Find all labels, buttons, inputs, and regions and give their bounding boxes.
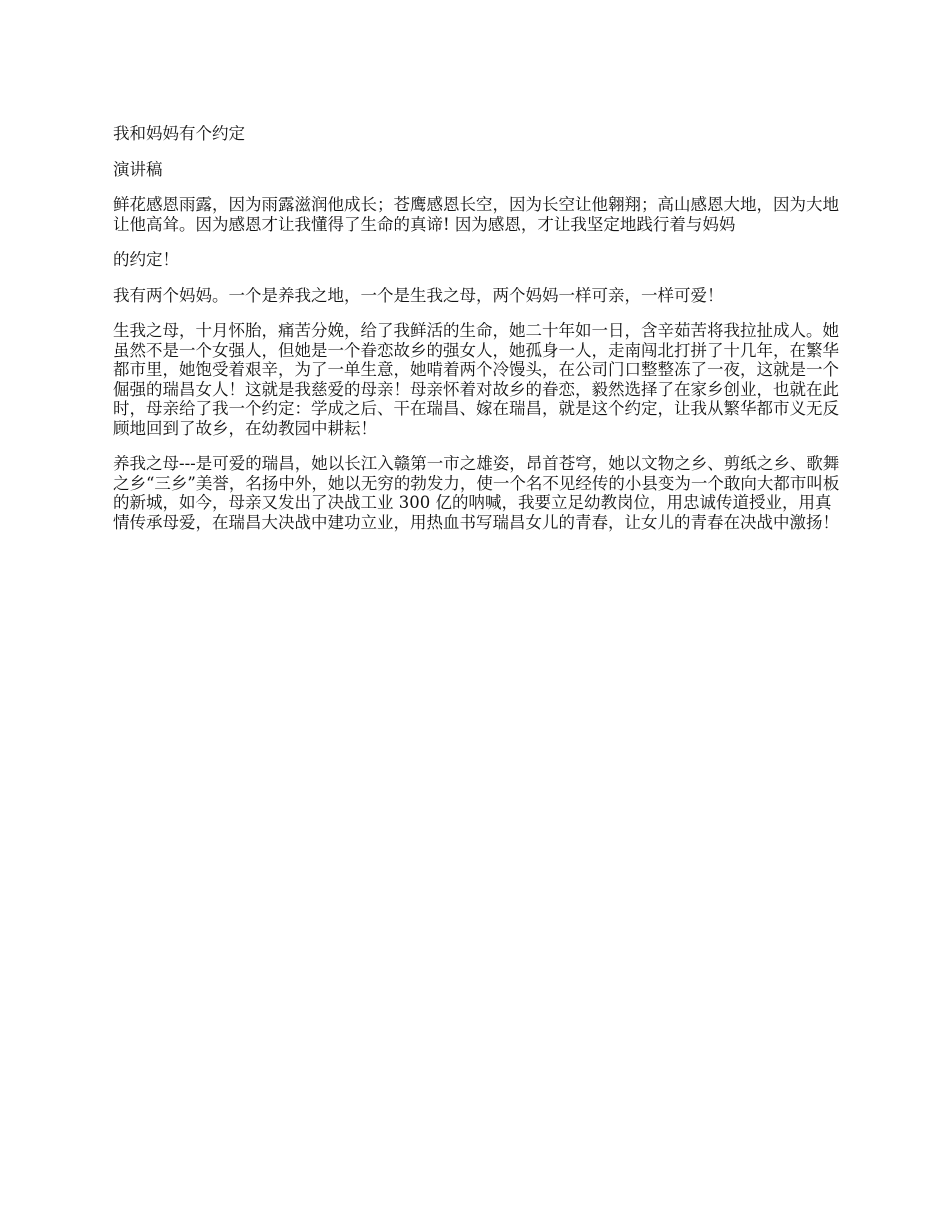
paragraph-1: 鲜花感恩雨露，因为雨露滋润他成长；苍鹰感恩长空，因为长空让他翱翔；高山感恩大地，因为大地让他高耸。因为感恩才让我懂得了生命的真谛! 因为感恩，才让我坚定地践行着与妈妈 xyxy=(113,195,839,234)
paragraph-4: 生我之母，十月怀胎，痛苦分娩，给了我鲜活的生命，她二十年如一日，含辛茹苦将我拉扯成人。她虽然不是一个女强人，但她是一个眷恋故乡的强女人，她孤身一人，走南闯北打拼了十几年，在繁华都市里，她饱受着艰辛，为了一单生意，她啃着两个冷馒头，在公司门口整整冻了一夜，这就是一个倔强的瑞昌女人！这就是我慈爱的母亲！母亲怀着对故乡的眷恋，毅然选择了在家乡创业，也就在此时，母亲给了我一个约定：学成之后、干在瑞昌、嫁在瑞昌，就是这个约定，让我从繁华都市义无反顾地回到了故乡，在幼教园中耕耘！ xyxy=(113,321,839,438)
document-subtitle: 演讲稿 xyxy=(113,159,163,179)
document-page xyxy=(113,124,843,548)
document-title: 我和妈妈有个约定 xyxy=(113,124,245,143)
paragraph-5: 养我之母---是可爱的瑞昌，她以长江入赣第一市之雄姿，昂首苍穹，她以文物之乡、剪纸之乡、歌舞之乡“三乡”美誉，名扬中外，她以无穷的勃发力，使一个名不见经传的小县变为一个敢向大都市叫板的新城，如今，母亲又发出了决战工业 300 亿的呐喊，我要立足幼教岗位，用忠诚传道授业，用真情传承母爱，在瑞昌大决战中建功立业，用热血书写瑞昌女儿的青春，让女儿的青春在决战中激扬！ xyxy=(113,454,840,532)
paragraph-2: 的约定！ xyxy=(113,250,179,269)
paragraph-3: 我有两个妈妈。一个是养我之地，一个是生我之母，两个妈妈一样可亲，一样可爱！ xyxy=(113,285,724,305)
